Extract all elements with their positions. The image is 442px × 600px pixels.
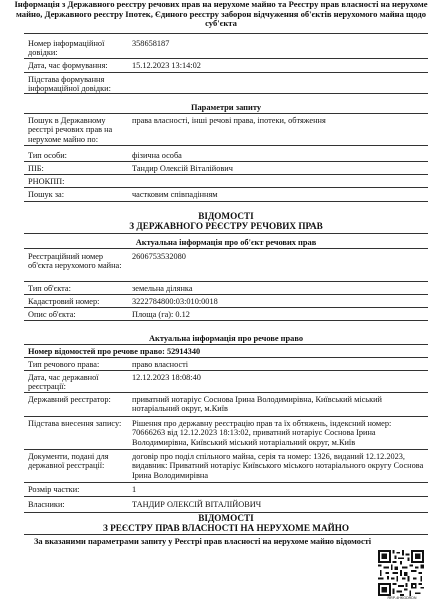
object-value: земельна ділянка bbox=[132, 284, 193, 293]
query-label: Пошук за: bbox=[28, 190, 65, 199]
meta-row bbox=[24, 61, 428, 72]
divider bbox=[24, 93, 428, 94]
registry-title: ВІДОМОСТІ bbox=[198, 211, 254, 221]
right-label: Підстава внесення запису: bbox=[28, 419, 122, 428]
right-value: приватний нотаріус Соснова Ірина Володимирівна, Київський міський нотаріальний округ, м.Київ bbox=[132, 395, 382, 414]
divider bbox=[24, 145, 428, 146]
meta-value: 15.12.2023 13:14:02 bbox=[132, 61, 201, 70]
divider bbox=[24, 281, 428, 282]
divider bbox=[24, 72, 428, 73]
object-section-title: Актуальна інформація про об'єкт речових прав bbox=[135, 238, 317, 247]
right-row bbox=[24, 419, 428, 448]
divider bbox=[24, 161, 428, 162]
meta-row bbox=[24, 75, 428, 95]
divider bbox=[24, 496, 428, 497]
meta-label: Підстава формування інформаційної довідки: bbox=[28, 75, 111, 94]
right-value: ТАНДИР ОЛЕКСІЙ ВІТАЛІЙОВИЧ bbox=[132, 500, 262, 509]
query-label: Тип особи: bbox=[28, 151, 67, 160]
query-label: ПІБ: bbox=[28, 164, 44, 173]
right-number-text: Номер відомостей про речове право: 52914340 bbox=[28, 347, 201, 356]
meta-label: Номер інформаційної довідки: bbox=[28, 39, 105, 58]
qr-caption: RRP-4HKGDRDN bbox=[387, 596, 417, 600]
registry2-title: ВІДОМОСТІ bbox=[198, 513, 254, 523]
object-label: Опис об'єкта: bbox=[28, 310, 76, 319]
registry2-note: За вказаними параметрами запиту у Реєстрі прав власності на нерухоме майно відомості bbox=[34, 537, 372, 546]
right-label: Дата, час державної реєстрації: bbox=[28, 373, 99, 392]
divider bbox=[24, 113, 428, 114]
document-title: Інформація з Державного реєстру речових прав на нерухоме майно та Реєстру прав власності на нерухоме майно, Державного реєстру Іпотек, Єдиного реєстру заборон відчуження об'єктів нерухомого майна щодо суб'єкта bbox=[14, 0, 428, 29]
object-value: 3222784800:03:010:0018 bbox=[132, 297, 218, 306]
divider bbox=[24, 392, 428, 393]
object-label: Тип об'єкта: bbox=[28, 284, 71, 293]
query-value: Тандир Олексій Віталійович bbox=[132, 164, 233, 173]
divider bbox=[24, 482, 428, 483]
divider bbox=[24, 201, 428, 202]
right-label: Розмір частки: bbox=[28, 485, 80, 494]
divider bbox=[24, 58, 428, 59]
object-label: Реєстраційний номер об'єкта нерухомого майна: bbox=[28, 252, 122, 271]
object-value: 2606753532080 bbox=[132, 252, 186, 261]
meta-row bbox=[24, 39, 428, 59]
divider bbox=[24, 534, 428, 535]
divider bbox=[24, 307, 428, 308]
right-value: Рішення про державну реєстрацію прав та їх обтяжень, індексний номер: 70666263 від 12.12.2023 18:13:02, приватний нотаріус Соснова Ірина Володимирівна, Київський міський нотаріальний округ, м.Київ bbox=[132, 419, 392, 447]
registry-subtitle: З ДЕРЖАВНОГО РЕЄСТРУ РЕЧОВИХ ПРАВ bbox=[129, 221, 323, 231]
right-value: 1 bbox=[132, 485, 137, 494]
divider bbox=[24, 370, 428, 371]
right-label: Документи, подані для державної реєстрації: bbox=[28, 452, 109, 471]
meta-label: Дата, час формування: bbox=[28, 61, 108, 70]
right-row bbox=[24, 452, 428, 481]
right-label: Тип речового права: bbox=[28, 360, 100, 369]
query-value: частковим співпадінням bbox=[132, 190, 218, 199]
right-label: Власники: bbox=[28, 500, 65, 509]
query-label: Пошук в Державному реєстрі речових прав на нерухоме майно по: bbox=[28, 116, 113, 144]
right-row bbox=[24, 373, 428, 393]
right-value: 12.12.2023 18:08:40 bbox=[132, 373, 201, 382]
right-row bbox=[24, 395, 428, 415]
right-section-title: Актуальна інформація про речове право bbox=[148, 334, 304, 343]
divider bbox=[24, 187, 428, 188]
qr-code-icon bbox=[378, 550, 424, 596]
divider bbox=[24, 344, 428, 345]
query-row bbox=[24, 116, 428, 144]
registry2-subtitle: З РЕЄСТРУ ПРАВ ВЛАСНОСТІ НА НЕРУХОМЕ МАЙНО bbox=[102, 523, 350, 533]
divider bbox=[24, 248, 428, 249]
divider bbox=[24, 174, 428, 175]
right-value: договір про поділ спільного майна, серія та номер: 1326, виданий 12.12.2023, видавник: Приватний нотаріус Київського міського нотаріального округу Соснова Ірина Володимирівна bbox=[132, 452, 424, 480]
divider bbox=[24, 416, 428, 417]
object-row bbox=[24, 252, 428, 281]
query-value: фізична особа bbox=[132, 151, 182, 160]
divider bbox=[24, 33, 428, 34]
object-label: Кадастровий номер: bbox=[28, 297, 100, 306]
object-value: Площа (га): 0.12 bbox=[132, 310, 190, 319]
right-value: право власності bbox=[132, 360, 189, 369]
divider bbox=[24, 320, 428, 321]
divider bbox=[24, 233, 428, 234]
divider bbox=[24, 294, 428, 295]
divider bbox=[24, 357, 428, 358]
right-label: Державний реєстратор: bbox=[28, 395, 111, 404]
meta-value: 358658187 bbox=[132, 39, 170, 48]
query-label: РНОКПП: bbox=[28, 177, 65, 186]
query-value: права власності, інші речові права, іпотеки, обтяження bbox=[132, 116, 326, 125]
query-section-title: Параметри запиту bbox=[190, 103, 262, 112]
divider bbox=[24, 449, 428, 450]
